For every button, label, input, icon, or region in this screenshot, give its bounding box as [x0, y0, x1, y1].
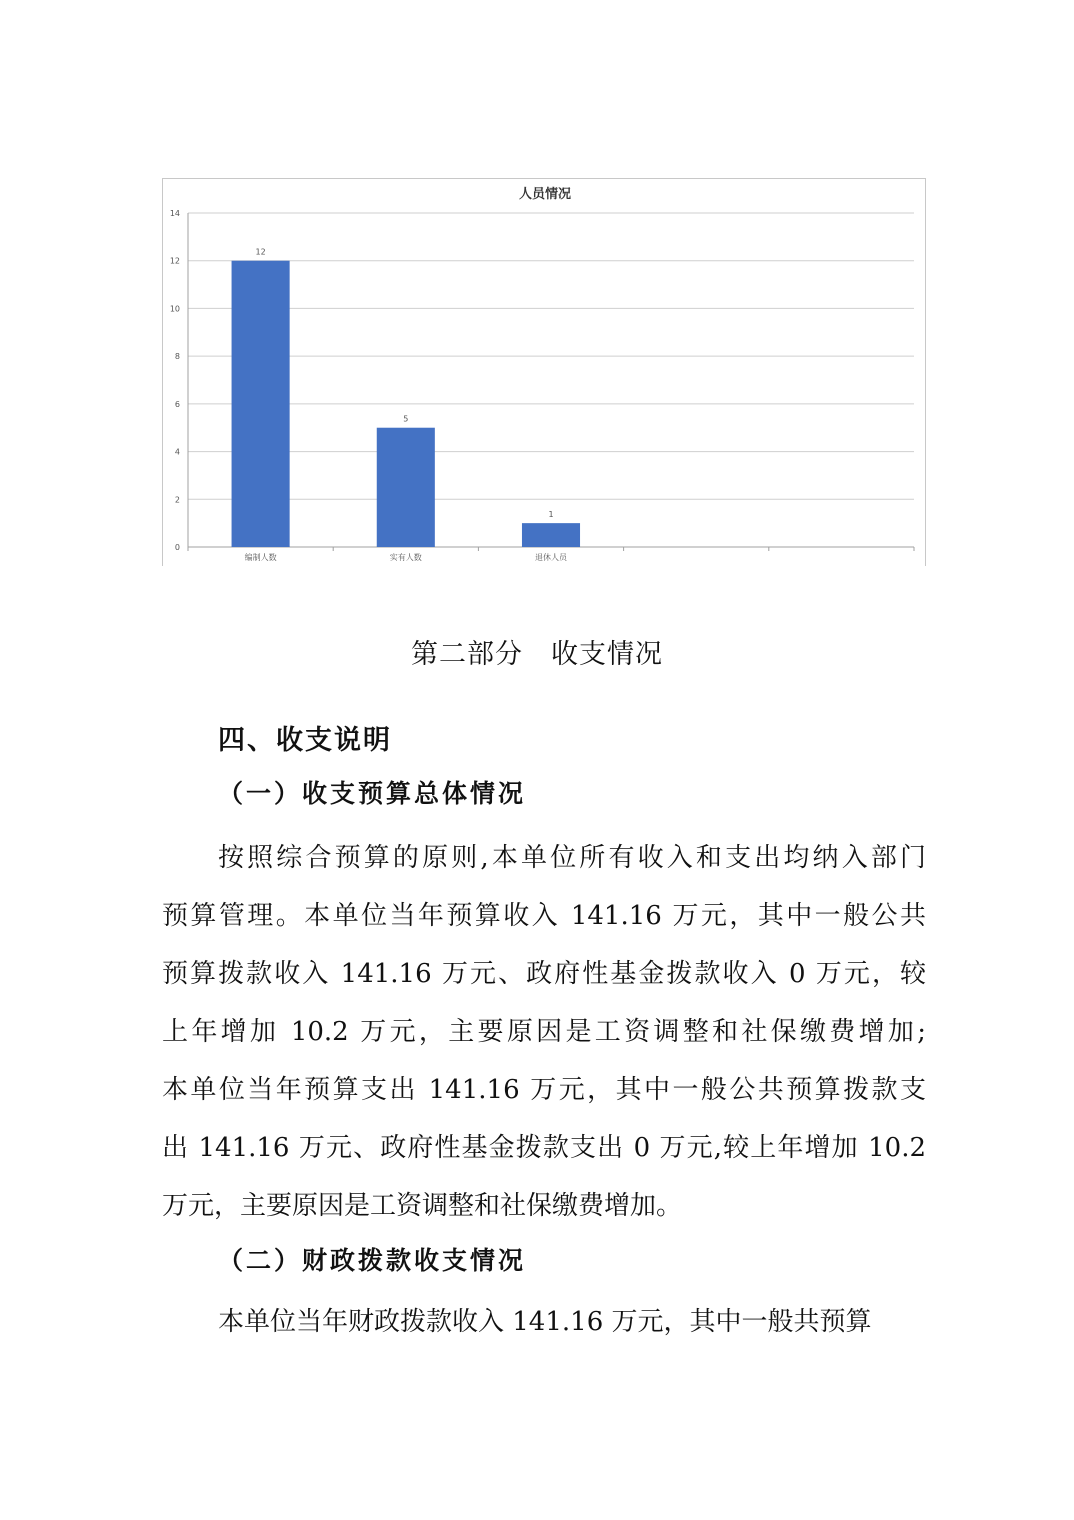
paragraph-line: 预算管理。本单位当年预算收入 141.16 万元，其中一般公共	[162, 901, 926, 931]
bar-data-label: 1	[548, 510, 554, 520]
y-tick-label: 8	[174, 352, 180, 362]
bar	[232, 261, 290, 547]
y-tick-label: 14	[169, 209, 180, 218]
y-tick-label: 4	[174, 447, 180, 457]
category-label: 退休人员	[535, 553, 567, 562]
y-tick-label: 10	[169, 304, 180, 314]
bar	[522, 523, 580, 547]
part-heading: 第二部分 收支情况	[411, 639, 663, 670]
paragraph-line: 出 141.16 万元、政府性基金拨款支出 0 万元,较上年增加 10.2	[162, 1133, 926, 1163]
section-heading: 四、收支说明	[218, 725, 392, 756]
paragraph-line: 本单位当年财政拨款收入 141.16 万元，其中一般共预算	[218, 1307, 872, 1337]
y-tick-label: 12	[169, 256, 180, 266]
personnel-chart	[162, 178, 926, 566]
y-tick-label: 0	[174, 543, 180, 552]
bar-data-label: 12	[255, 247, 266, 257]
personnel-bar-chart-svg	[163, 179, 927, 567]
y-tick-label: 6	[174, 399, 180, 409]
chart-title: 人员情况	[518, 187, 572, 202]
paragraph-line: 本单位当年预算支出 141.16 万元，其中一般公共预算拨款支	[162, 1075, 926, 1105]
paragraph-line: 上年增加 10.2 万元，主要原因是工资调整和社保缴费增加;	[162, 1017, 926, 1047]
subsection-title-1: （一）收支预算总体情况	[218, 779, 527, 808]
paragraph-line: 万元，主要原因是工资调整和社保缴费增加。	[162, 1191, 683, 1221]
subsection-title-2: （二）财政拨款收支情况	[218, 1246, 527, 1275]
category-label: 实有人数	[389, 553, 422, 562]
category-label: 编制人数	[244, 553, 277, 562]
paragraph-line: 按照综合预算的原则,本单位所有收入和支出均纳入部门	[218, 843, 926, 873]
y-tick-label: 2	[174, 495, 180, 505]
bar	[377, 428, 435, 547]
bar-data-label: 5	[403, 414, 409, 424]
paragraph-line: 预算拨款收入 141.16 万元、政府性基金拨款收入 0 万元，较	[162, 959, 926, 989]
